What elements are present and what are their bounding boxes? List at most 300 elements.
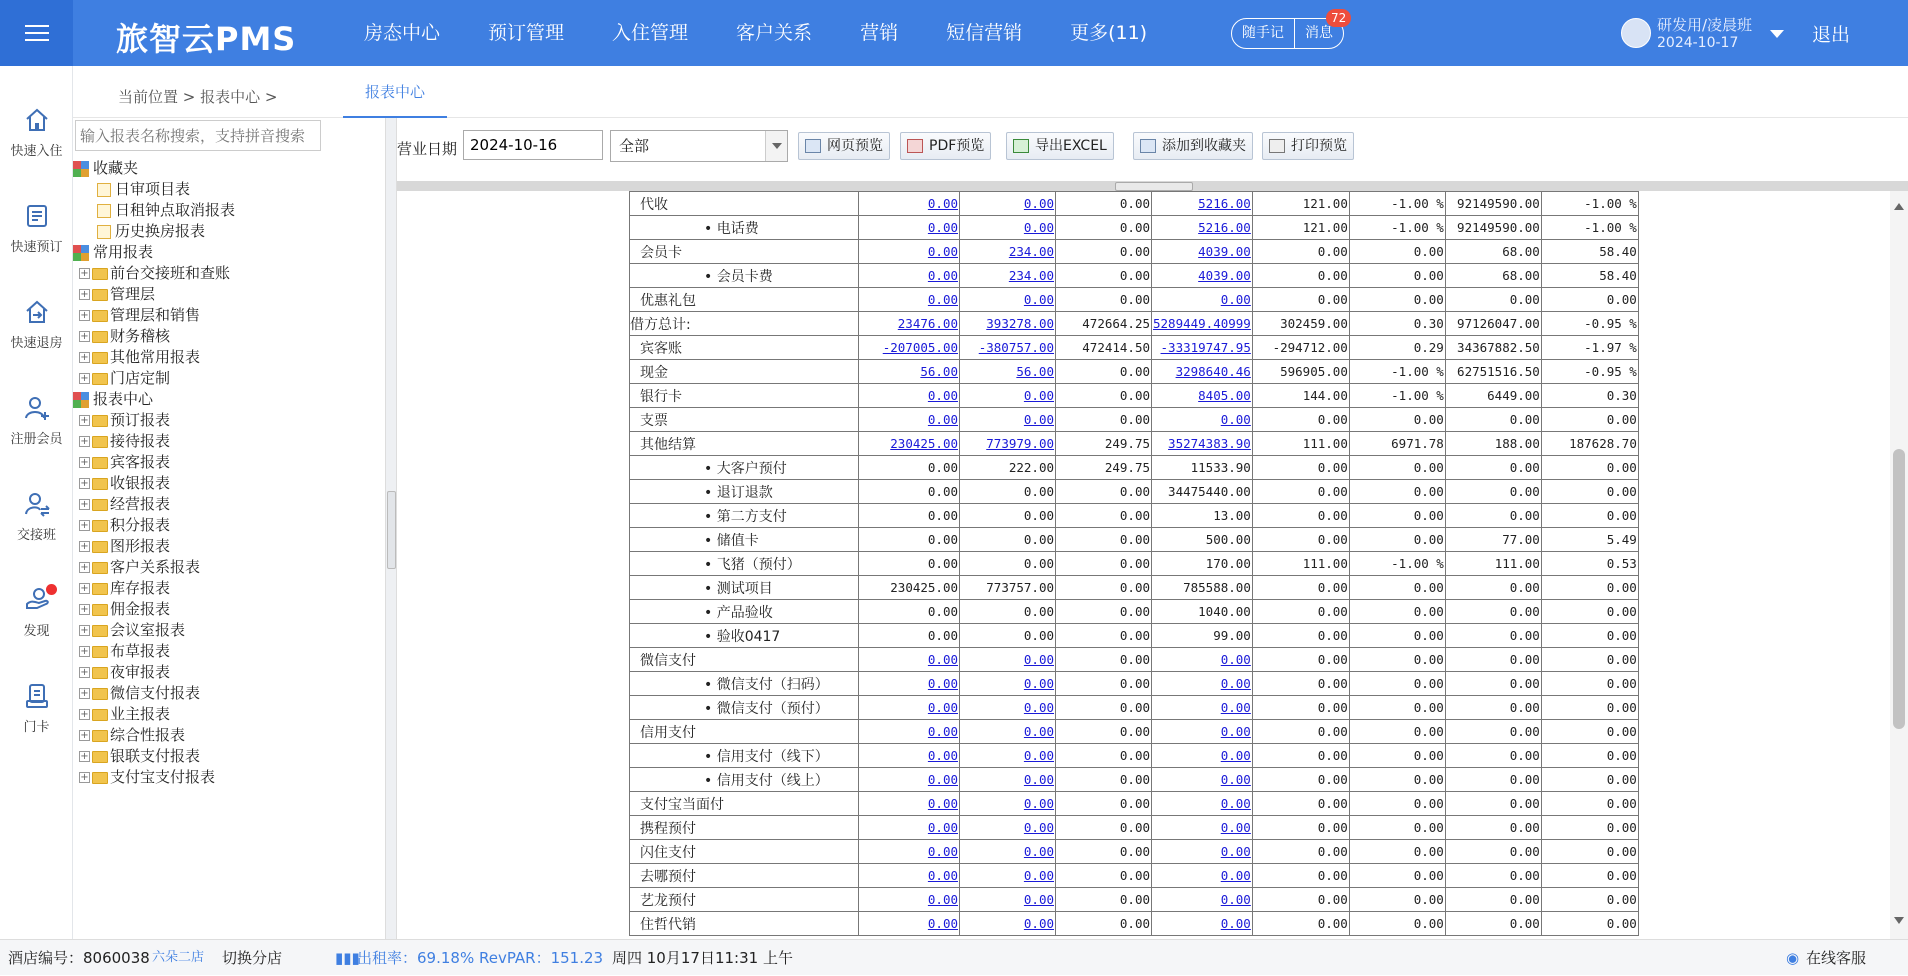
- table-cell: 0.00: [1349, 864, 1445, 888]
- table-cell: 121.00: [1252, 192, 1349, 216]
- row-label: • 退订退款: [630, 480, 859, 504]
- table-cell[interactable]: 0.00: [960, 888, 1056, 912]
- scroll-thumb[interactable]: [1893, 449, 1905, 729]
- tree-node[interactable]: [73, 347, 235, 368]
- rail-discover[interactable]: [0, 586, 73, 639]
- tree-node[interactable]: [73, 641, 235, 662]
- business-date-label: 营业日期: [397, 140, 458, 158]
- tree-node[interactable]: [73, 662, 235, 683]
- nav-marketing[interactable]: 营销: [860, 22, 899, 44]
- table-cell[interactable]: 230425.00: [859, 432, 960, 456]
- table-cell: 0.00: [1541, 768, 1638, 792]
- table-cell: 0.00: [1349, 576, 1445, 600]
- table-cell: 0.00: [1541, 288, 1638, 312]
- tree-node[interactable]: [73, 431, 235, 452]
- tree-label: 财务稽核: [110, 327, 171, 345]
- table-cell: 0.00: [1445, 480, 1541, 504]
- table-cell[interactable]: 0.00: [859, 672, 960, 696]
- rail-label: 交接班: [16, 528, 56, 543]
- table-cell: 0.00: [1349, 504, 1445, 528]
- rail-quick-booking[interactable]: [0, 202, 73, 255]
- table-cell[interactable]: 773979.00: [960, 432, 1056, 456]
- tree-node[interactable]: [73, 557, 235, 578]
- table-cell: 68.00: [1445, 240, 1541, 264]
- table-cell[interactable]: 0.00: [1152, 792, 1253, 816]
- table-cell: 0.00: [1252, 576, 1349, 600]
- tree-label: 业主报表: [110, 705, 171, 723]
- table-cell[interactable]: 0.00: [960, 840, 1056, 864]
- table-cell: 77.00: [1445, 528, 1541, 552]
- table-cell[interactable]: 23476.00: [859, 312, 960, 336]
- rail-door-card[interactable]: [0, 682, 73, 735]
- switch-branch-button[interactable]: 切换分店: [222, 949, 283, 967]
- expand-icon[interactable]: +: [80, 604, 89, 615]
- table-cell: 0.00: [1541, 744, 1638, 768]
- table-cell[interactable]: 0.00: [1152, 720, 1253, 744]
- scope-select[interactable]: [610, 130, 788, 162]
- table-cell[interactable]: 0.00: [859, 816, 960, 840]
- tree-label: 宾客报表: [110, 453, 171, 471]
- table-cell[interactable]: 4039.00: [1152, 240, 1253, 264]
- table-cell[interactable]: 0.00: [1152, 744, 1253, 768]
- table-cell[interactable]: 0.00: [1152, 288, 1253, 312]
- table-cell[interactable]: 0.00: [859, 192, 960, 216]
- table-cell: 0.00: [1349, 648, 1445, 672]
- table-cell: 0.00: [1541, 648, 1638, 672]
- nav-sms-marketing[interactable]: 短信营销: [946, 22, 1023, 44]
- expand-icon[interactable]: +: [80, 268, 89, 279]
- occupancy-revpar: 出租率：69.18% RevPAR：151.23: [357, 949, 604, 967]
- table-cell[interactable]: 0.00: [960, 648, 1056, 672]
- expand-icon[interactable]: +: [80, 667, 89, 678]
- table-cell: 0.00: [1349, 624, 1445, 648]
- table-cell[interactable]: 0.00: [960, 912, 1056, 936]
- rail-quick-checkin[interactable]: [0, 106, 73, 159]
- table-cell: 187628.70: [1541, 432, 1638, 456]
- folder-icon: [92, 436, 108, 448]
- breadcrumb: [73, 66, 1908, 118]
- table-cell: 0.00: [1056, 528, 1152, 552]
- table-cell[interactable]: 4039.00: [1152, 264, 1253, 288]
- table-cell[interactable]: 0.00: [960, 768, 1056, 792]
- folder-icon: [92, 352, 108, 364]
- expand-icon[interactable]: +: [80, 478, 89, 489]
- row-label: 信用支付: [630, 720, 859, 744]
- table-row: [630, 240, 1639, 264]
- table-cell[interactable]: 0.00: [859, 648, 960, 672]
- table-cell[interactable]: 393278.00: [960, 312, 1056, 336]
- table-cell: 111.00: [1445, 552, 1541, 576]
- report-scrollbar[interactable]: [1890, 191, 1908, 939]
- table-cell: 0.00: [859, 552, 960, 576]
- row-label: • 微信支付（预付）: [630, 696, 859, 720]
- tree-node[interactable]: [73, 452, 235, 473]
- table-cell: 0.00: [1252, 504, 1349, 528]
- table-cell[interactable]: 0.00: [859, 240, 960, 264]
- expand-icon[interactable]: +: [80, 289, 89, 300]
- business-date-input[interactable]: [463, 130, 603, 160]
- table-cell[interactable]: 0.00: [960, 216, 1056, 240]
- tree-leaf[interactable]: [73, 221, 235, 242]
- row-label: 支票: [630, 408, 859, 432]
- table-cell: 500.00: [1152, 528, 1253, 552]
- expand-icon[interactable]: +: [80, 415, 89, 426]
- table-cell: 472414.50: [1056, 336, 1152, 360]
- table-cell: 0.00: [1252, 912, 1349, 936]
- table-cell: 0.00: [1349, 456, 1445, 480]
- tree-leaf[interactable]: [73, 179, 235, 200]
- row-label: 借方总计:: [630, 312, 859, 336]
- table-cell[interactable]: 0.00: [859, 216, 960, 240]
- table-cell: 0.00: [960, 480, 1056, 504]
- table-cell[interactable]: 0.00: [960, 720, 1056, 744]
- table-cell: -1.00 %: [1349, 360, 1445, 384]
- top-bar: [0, 0, 1908, 66]
- tree-node[interactable]: [73, 326, 235, 347]
- chevron-down-icon[interactable]: [1770, 30, 1784, 38]
- table-cell: 0.00: [1445, 672, 1541, 696]
- table-cell[interactable]: 0.00: [859, 840, 960, 864]
- logout-button[interactable]: 退出: [1812, 24, 1851, 46]
- tree-leaf[interactable]: [73, 200, 235, 221]
- table-cell: -1.00 %: [1349, 216, 1445, 240]
- row-label: • 信用支付（线上）: [630, 768, 859, 792]
- tree-node[interactable]: [73, 284, 235, 305]
- tree-label: 会议室报表: [110, 621, 186, 639]
- table-cell[interactable]: 8405.00: [1152, 384, 1253, 408]
- table-cell: 99.00: [1152, 624, 1253, 648]
- app-logo: 旅智云PMS: [116, 20, 297, 58]
- table-cell[interactable]: 0.00: [1152, 768, 1253, 792]
- row-label: • 大客户预付: [630, 456, 859, 480]
- table-row: [630, 288, 1639, 312]
- table-cell[interactable]: 0.00: [960, 792, 1056, 816]
- table-cell[interactable]: 0.00: [1152, 912, 1253, 936]
- table-cell[interactable]: 0.00: [859, 264, 960, 288]
- table-cell[interactable]: 5289449.40999: [1152, 312, 1253, 336]
- nav-crm[interactable]: 客户关系: [736, 22, 813, 44]
- table-cell[interactable]: 0.00: [1152, 840, 1253, 864]
- table-cell[interactable]: 0.00: [859, 288, 960, 312]
- table-cell: 0.00: [1349, 600, 1445, 624]
- table-cell[interactable]: -380757.00: [960, 336, 1056, 360]
- nav-checkin[interactable]: 入住管理: [612, 22, 689, 44]
- table-cell: 0.00: [1445, 888, 1541, 912]
- table-cell: 0.00: [1349, 912, 1445, 936]
- table-cell[interactable]: 0.00: [1152, 648, 1253, 672]
- table-cell[interactable]: 0.00: [1152, 672, 1253, 696]
- rail-label: 快速退房: [10, 336, 63, 351]
- tree-root-center[interactable]: [73, 389, 235, 410]
- rail-register-member[interactable]: [0, 394, 73, 447]
- tree-label: 其他常用报表: [110, 348, 201, 366]
- table-cell[interactable]: 234.00: [960, 264, 1056, 288]
- table-cell: 0.00: [1349, 696, 1445, 720]
- table-cell: 0.00: [1056, 504, 1152, 528]
- table-cell[interactable]: 5216.00: [1152, 216, 1253, 240]
- table-cell[interactable]: 0.00: [960, 672, 1056, 696]
- table-cell: 0.00: [960, 528, 1056, 552]
- pdf-preview-button[interactable]: PDF预览: [900, 132, 991, 160]
- folder-icon: [92, 604, 108, 616]
- collapse-handle[interactable]: [387, 491, 396, 569]
- tree-node[interactable]: [73, 368, 235, 389]
- panel-splitter[interactable]: [385, 118, 397, 939]
- nav-more[interactable]: 更多(11): [1070, 22, 1148, 44]
- memo-button[interactable]: 随手记: [1242, 25, 1284, 41]
- tree-root-common[interactable]: [73, 242, 235, 263]
- table-cell: 222.00: [960, 456, 1056, 480]
- table-cell[interactable]: 0.00: [859, 912, 960, 936]
- expand-icon[interactable]: +: [80, 730, 89, 741]
- rail-shift-handover[interactable]: [0, 490, 73, 543]
- expand-icon[interactable]: +: [80, 646, 89, 657]
- tree-node[interactable]: [73, 578, 235, 599]
- table-cell: 0.00: [1252, 600, 1349, 624]
- table-cell: -0.95 %: [1541, 360, 1638, 384]
- tab-report-center[interactable]: 报表中心: [343, 66, 447, 118]
- tree-label: 微信支付报表: [110, 684, 201, 702]
- add-favorite-button[interactable]: 添加到收藏夹: [1133, 132, 1253, 160]
- row-label: 会员卡: [630, 240, 859, 264]
- rail-quick-checkout[interactable]: [0, 298, 73, 351]
- table-cell[interactable]: 0.00: [960, 408, 1056, 432]
- tree-label: 预订报表: [110, 411, 171, 429]
- tree-node[interactable]: [73, 305, 235, 326]
- table-cell[interactable]: 0.00: [960, 696, 1056, 720]
- table-cell: 249.75: [1056, 456, 1152, 480]
- print-icon: [1269, 139, 1285, 153]
- expand-icon[interactable]: +: [80, 583, 89, 594]
- row-label: • 产品验收: [630, 600, 859, 624]
- table-row: [630, 552, 1639, 576]
- expand-icon[interactable]: +: [80, 331, 89, 342]
- table-cell[interactable]: 56.00: [960, 360, 1056, 384]
- export-excel-button[interactable]: 导出EXCEL: [1006, 132, 1114, 160]
- table-cell: 0.00: [1541, 480, 1638, 504]
- table-cell: 0.00: [1056, 192, 1152, 216]
- scroll-down-icon[interactable]: [1894, 917, 1904, 924]
- table-cell[interactable]: 0.00: [859, 768, 960, 792]
- tree-root-favorites[interactable]: [73, 158, 235, 179]
- table-cell[interactable]: 0.00: [859, 864, 960, 888]
- expand-icon[interactable]: +: [80, 436, 89, 447]
- scroll-up-icon[interactable]: [1894, 203, 1904, 210]
- table-cell: 0.00: [1056, 864, 1152, 888]
- expand-icon[interactable]: +: [80, 520, 89, 531]
- menu-toggle-button[interactable]: [0, 0, 73, 66]
- folder-icon: [92, 646, 108, 658]
- tree-node[interactable]: [73, 725, 235, 746]
- table-cell[interactable]: 0.00: [960, 816, 1056, 840]
- status-bar: [0, 939, 1908, 975]
- table-cell: 0.00: [1445, 600, 1541, 624]
- tree-node[interactable]: [73, 263, 235, 284]
- table-cell: 596905.00: [1252, 360, 1349, 384]
- nav-room-status[interactable]: 房态中心: [364, 22, 441, 44]
- tree-label: 报表中心: [93, 390, 154, 408]
- tree-node[interactable]: [73, 620, 235, 641]
- table-cell: 0.00: [1056, 696, 1152, 720]
- table-cell[interactable]: 0.00: [960, 192, 1056, 216]
- favorite-icon: [1140, 139, 1156, 153]
- table-cell: 0.00: [1445, 576, 1541, 600]
- user-name[interactable]: 研发用/凌晨班: [1657, 16, 1753, 34]
- table-cell[interactable]: 0.00: [859, 744, 960, 768]
- tree-label: 布草报表: [110, 642, 171, 660]
- table-cell[interactable]: 0.00: [1152, 696, 1253, 720]
- chevron-down-icon[interactable]: [765, 131, 787, 161]
- expand-icon[interactable]: +: [80, 541, 89, 552]
- notification-dot: [46, 584, 57, 595]
- expand-icon[interactable]: +: [80, 310, 89, 321]
- table-cell[interactable]: 0.00: [859, 888, 960, 912]
- table-cell: 5.49: [1541, 528, 1638, 552]
- table-cell: 111.00: [1252, 552, 1349, 576]
- avatar[interactable]: [1621, 18, 1651, 48]
- table-cell: 0.00: [1056, 384, 1152, 408]
- tree-node[interactable]: [73, 494, 235, 515]
- tree-label: 综合性报表: [110, 726, 186, 744]
- expand-icon[interactable]: +: [80, 457, 89, 468]
- row-label: • 测试项目: [630, 576, 859, 600]
- table-row: [630, 648, 1639, 672]
- table-cell: -1.00 %: [1541, 192, 1638, 216]
- table-cell[interactable]: 0.00: [960, 864, 1056, 888]
- table-cell[interactable]: 5216.00: [1152, 192, 1253, 216]
- tree-label: 接待报表: [110, 432, 171, 450]
- tree-node[interactable]: [73, 536, 235, 557]
- table-cell[interactable]: 0.00: [960, 288, 1056, 312]
- excel-icon: [1013, 139, 1029, 153]
- table-cell[interactable]: 0.00: [1152, 864, 1253, 888]
- table-cell: 0.00: [1541, 888, 1638, 912]
- table-cell[interactable]: 0.00: [1152, 888, 1253, 912]
- table-cell: 0.00: [1541, 720, 1638, 744]
- table-cell: 0.00: [1445, 624, 1541, 648]
- table-cell[interactable]: 0.00: [859, 792, 960, 816]
- table-cell: 11533.90: [1152, 456, 1253, 480]
- table-cell[interactable]: 0.00: [1152, 408, 1253, 432]
- table-row: [630, 696, 1639, 720]
- online-support-button[interactable]: 在线客服: [1806, 949, 1867, 967]
- table-cell: 0.00: [1349, 288, 1445, 312]
- expand-icon[interactable]: +: [80, 562, 89, 573]
- tree-node[interactable]: [73, 599, 235, 620]
- table-cell[interactable]: -207005.00: [859, 336, 960, 360]
- tree-node[interactable]: [73, 704, 235, 725]
- row-label: • 电话费: [630, 216, 859, 240]
- print-preview-button[interactable]: 打印预览: [1262, 132, 1354, 160]
- expand-icon[interactable]: +: [80, 352, 89, 363]
- table-cell: 0.00: [1541, 696, 1638, 720]
- table-row: [630, 792, 1639, 816]
- report-tree-panel: [73, 118, 386, 939]
- table-row: [630, 600, 1639, 624]
- web-preview-button[interactable]: 网页预览: [798, 132, 890, 160]
- table-cell[interactable]: 0.00: [1152, 816, 1253, 840]
- table-cell[interactable]: 0.00: [960, 384, 1056, 408]
- expand-icon[interactable]: +: [80, 688, 89, 699]
- row-label: 优惠礼包: [630, 288, 859, 312]
- tree-node[interactable]: [73, 515, 235, 536]
- tree-node[interactable]: [73, 683, 235, 704]
- table-cell[interactable]: 3298640.46: [1152, 360, 1253, 384]
- table-cell: 0.00: [1252, 408, 1349, 432]
- scope-select-value: 全部: [619, 137, 650, 155]
- row-label: 其他结算: [630, 432, 859, 456]
- rail-label: 快速入住: [10, 144, 63, 159]
- folder-icon: [92, 373, 108, 385]
- row-label: 住哲代销: [630, 912, 859, 936]
- expand-icon[interactable]: +: [80, 373, 89, 384]
- table-cell[interactable]: 35274383.90: [1152, 432, 1253, 456]
- report-search-input[interactable]: [75, 120, 321, 151]
- message-button[interactable]: 消息: [1294, 19, 1343, 48]
- table-cell[interactable]: -33319747.95: [1152, 336, 1253, 360]
- expand-icon[interactable]: +: [80, 625, 89, 636]
- handover-icon: [23, 490, 51, 518]
- table-cell: 0.00: [1056, 840, 1152, 864]
- card-icon: [23, 682, 51, 710]
- table-cell: 0.00: [1056, 576, 1152, 600]
- row-label: 艺龙预付: [630, 888, 859, 912]
- nav-booking[interactable]: 预订管理: [488, 22, 565, 44]
- folder-icon: [92, 520, 108, 532]
- expand-icon[interactable]: +: [80, 751, 89, 762]
- table-row: [630, 336, 1639, 360]
- tree-node[interactable]: [73, 767, 235, 788]
- report-toolbar: [397, 118, 1908, 181]
- table-cell[interactable]: 0.00: [859, 408, 960, 432]
- table-cell: 230425.00: [859, 576, 960, 600]
- collapse-toolbar-handle[interactable]: [1115, 182, 1193, 191]
- folder-icon: [92, 541, 108, 553]
- expand-icon[interactable]: +: [80, 499, 89, 510]
- tree-node[interactable]: [73, 410, 235, 431]
- expand-icon[interactable]: +: [80, 772, 89, 783]
- table-cell: 0.00: [960, 624, 1056, 648]
- table-cell[interactable]: 0.00: [960, 744, 1056, 768]
- table-cell[interactable]: 234.00: [960, 240, 1056, 264]
- row-label: 代收: [630, 192, 859, 216]
- table-cell: 0.00: [1445, 408, 1541, 432]
- table-cell: 0.00: [1445, 504, 1541, 528]
- table-cell: 62751516.50: [1445, 360, 1541, 384]
- table-cell[interactable]: 0.00: [859, 696, 960, 720]
- row-label: 微信支付: [630, 648, 859, 672]
- table-cell[interactable]: 0.00: [859, 720, 960, 744]
- table-cell: 0.00: [859, 528, 960, 552]
- report-file-icon: [97, 183, 111, 197]
- table-cell: -1.00 %: [1541, 216, 1638, 240]
- folder-icon: [92, 310, 108, 322]
- folder-icon: [92, 751, 108, 763]
- row-label: • 微信支付（扫码）: [630, 672, 859, 696]
- table-cell[interactable]: 0.00: [859, 384, 960, 408]
- table-cell: -1.00 %: [1349, 384, 1445, 408]
- expand-icon[interactable]: +: [80, 709, 89, 720]
- table-cell[interactable]: 56.00: [859, 360, 960, 384]
- folder-icon: [92, 268, 108, 280]
- table-cell: 0.00: [859, 456, 960, 480]
- support-icon: ◉: [1786, 949, 1800, 967]
- table-cell: 0.00: [1445, 912, 1541, 936]
- table-cell: 58.40: [1541, 240, 1638, 264]
- tree-node[interactable]: [73, 746, 235, 767]
- tree-node[interactable]: [73, 473, 235, 494]
- tree-label: 库存报表: [110, 579, 171, 597]
